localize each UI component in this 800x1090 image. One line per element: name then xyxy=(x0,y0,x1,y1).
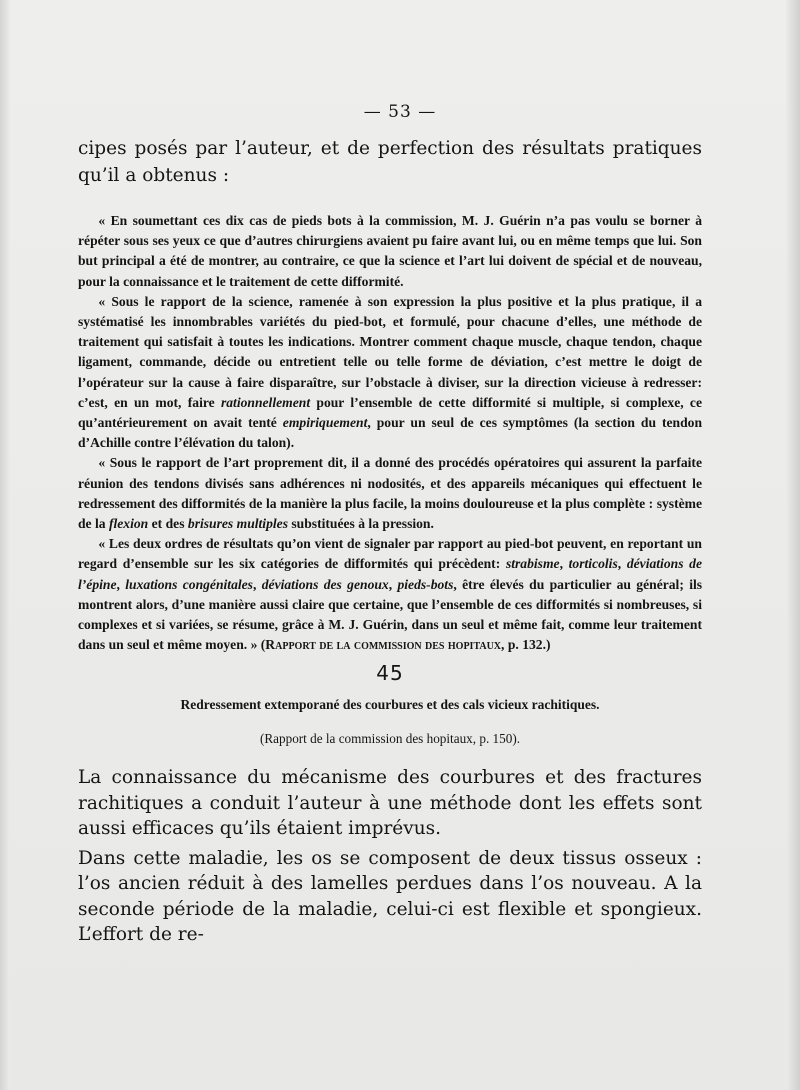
intro-paragraph: cipes posés par l’auteur, et de perfection des résultats pratiques qu’il a obtenus : xyxy=(78,138,702,186)
section-title: Redressement extemporané des courbures et des cals vicieux rachitiques. xyxy=(180,697,600,713)
quote-text: substituées à la pression. xyxy=(287,516,434,532)
quote-text: « En soumettant ces dix cas de pieds bots à la commission, M. J. Guérin n’a pas voulu se borner à répéter sous ses yeux ce que d’autres chirurgiens avaient pu faire avant lui, ou en même temps que lui. Son but principal a été de montrer, au contraire, ce que la science et l’art lui doivent de spécial et de nouveau, pour la connaissance et le traitement de cette difformité. xyxy=(78,213,702,289)
italic-term: brisures multiples xyxy=(187,516,288,532)
quote-text: « Sous le rapport de l’art proprement dit, il a donné des procédés opératoires qui assurent la parfaite réunion des tendons divisés sans adhérences ni nodosités, et des appareils mécaniques qui effectuent le redressement des difformités de la manière la plus facile, la moins douloureuse et la plus complète : système de la xyxy=(78,455,702,532)
quote-paragraph xyxy=(78,292,702,454)
quote-text: , pour un seul de ces symptômes (la section du tendon d’Achille contre l’élévation du talon). xyxy=(78,415,702,451)
quoted-report xyxy=(78,211,702,655)
italic-term: pieds-bots xyxy=(397,576,454,592)
quote-text: , xyxy=(617,556,627,572)
italic-term: déviations de l’épine xyxy=(78,556,703,592)
italic-term: rationnellement xyxy=(220,394,311,410)
quote-text: « Les deux ordres de résultats qu’on vient de signaler par rapport au pied-bot peuvent, en reportant un regard d’ensemble sur les six catégories de difformités qui précèdent: xyxy=(78,536,702,572)
quote-paragraph xyxy=(78,534,702,655)
page-number: — 53 — xyxy=(363,102,437,122)
source-citation: Rapport de la commission des hopitaux xyxy=(265,637,502,653)
page-edge-left xyxy=(0,0,10,1090)
italic-term: déviations des genoux xyxy=(261,576,389,592)
quote-paragraph xyxy=(78,211,702,292)
quote-paragraph xyxy=(78,453,702,534)
quote-text: , xyxy=(116,576,126,592)
quote-text: pour l’ensemble de cette difformité si multiple, si complexe, ce qu’antérieurement on avait tenté xyxy=(78,394,702,431)
quote-text: , p. 132.) xyxy=(501,637,551,653)
quote-text: « Sous le rapport de la science, ramenée à son expression la plus positive et la plus pratique, il a systématisé les innombrables variétés du pied-bot, et formulé, pour chacune d’elles, une méthode de traitement qui satisfait à toutes les indications. Montrer comment chaque muscle, chaque tendon, chaque ligament, commande, décide ou entretient telle ou telle forme de déviation, c’est mettre le doigt de l’opérateur sur la cause à faire disparaître, sur l’obstacle à diviser, sur la direction vicieuse à redresser: c’est, en un mot, faire xyxy=(78,293,702,410)
italic-term: empiriquement xyxy=(282,415,368,431)
italic-term: luxations congénitales xyxy=(125,576,253,592)
page-edge-right xyxy=(786,0,800,1090)
section-number: 45 xyxy=(376,661,404,686)
italic-term: strabisme xyxy=(505,556,560,572)
italic-term: flexion xyxy=(108,516,149,532)
quote-text: , xyxy=(252,576,262,592)
quote-text: et des xyxy=(148,516,188,532)
body-paragraph: Dans cette maladie, les os se composent de deux tissus osseux : l’os ancien réduit à des lamelles perdues dans l’os nouveau. A la seconde période de la maladie, celui-ci est flexible et spongieux. L’effort de re- xyxy=(78,847,702,946)
section-source: (Rapport de la commission des hopitaux, p. 150). xyxy=(259,731,521,747)
quote-text: , xyxy=(559,556,569,572)
quote-text: , être élevés du particulier au général; ils montrent alors, d’une manière aussi claire que certaine, que l’ensemble de ces difformités si nombreuses, si complexes et si variées, se résume, grâce à M. J. Guérin, dans un seul et même fait, comme leur traitement dans un seul et même moyen. » ( xyxy=(78,576,703,653)
italic-term: torticolis xyxy=(568,556,618,572)
quote-text: , xyxy=(388,576,398,592)
body-paragraph: La connaissance du mécanisme des courbures et des fractures rachitiques a conduit l’auteur à une méthode dont les effets sont aussi efficaces qu’ils étaient imprévus. xyxy=(78,767,702,840)
page-content xyxy=(78,135,702,952)
